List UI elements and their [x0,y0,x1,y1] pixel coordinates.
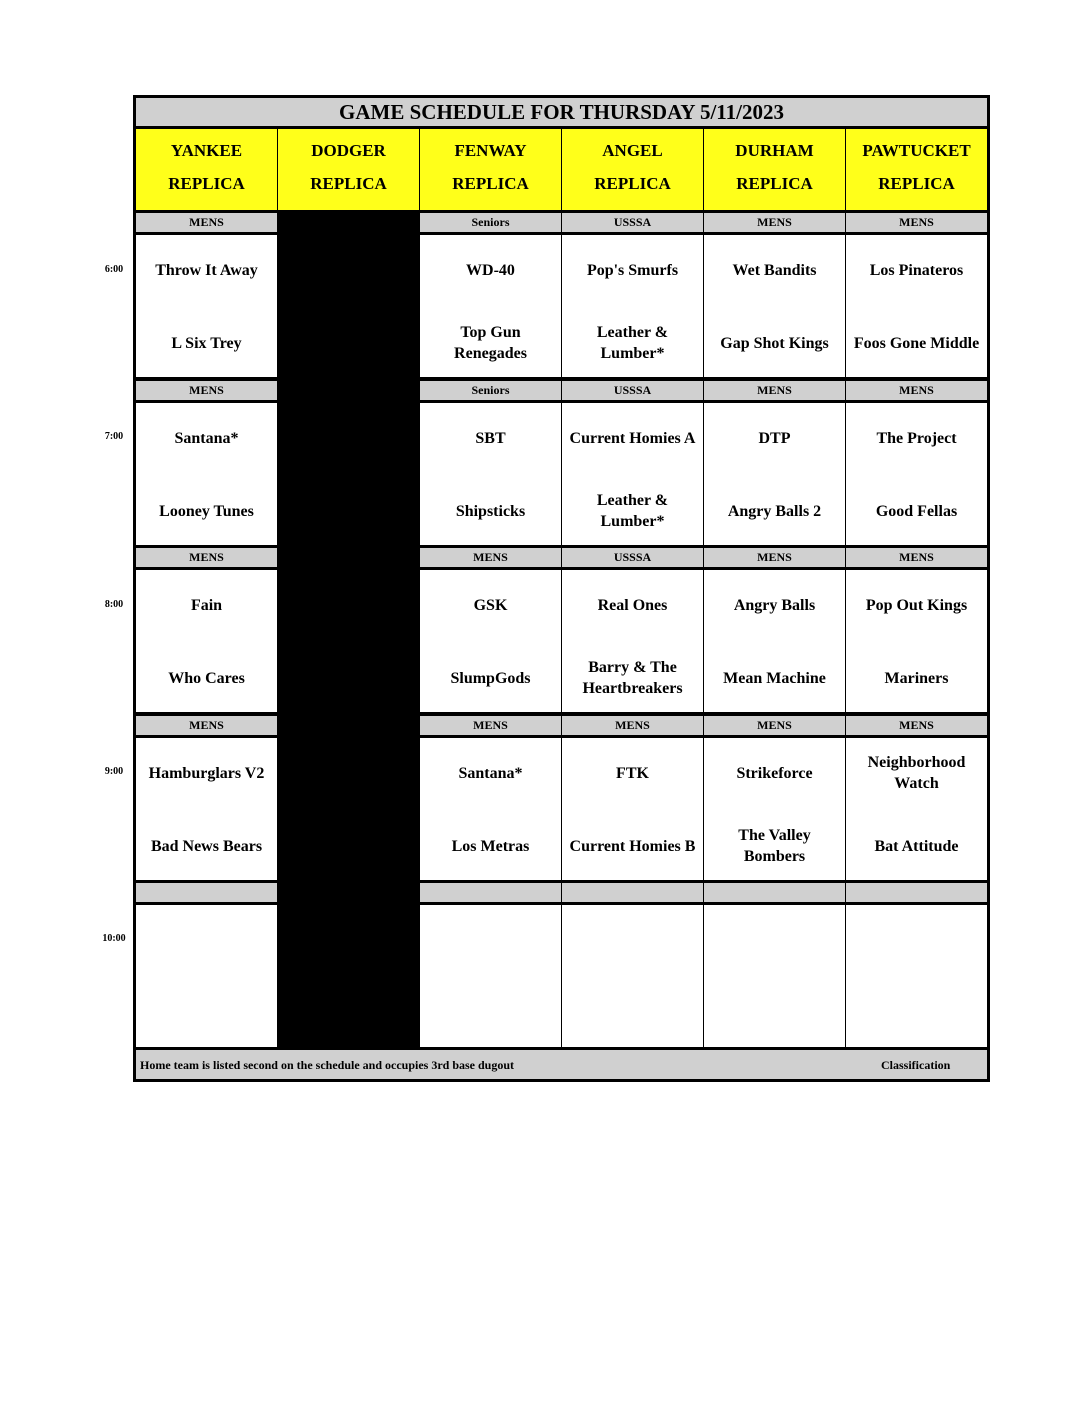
home-team [424,990,557,1036]
classification-label: Seniors [420,213,561,232]
field-name: DURHAM [735,141,814,160]
game-cell [136,235,277,377]
field-name: ANGEL [602,141,663,160]
game-cell [562,403,703,545]
game-cell [420,738,561,880]
home-team [140,990,273,1036]
home-team: Leather & Lumber* [596,324,669,362]
field-subtitle: REPLICA [452,174,529,193]
away-team: Current Homies A [569,429,696,447]
footer-note: Home team is listed second on the schedule and occupies 3rd base dugout [140,1058,515,1072]
away-team: Los Pinateros [869,261,964,279]
closed-field-block [278,883,419,1047]
closed-field-block [278,716,419,880]
game-cell [704,403,845,545]
field-name: FENWAY [454,141,527,160]
home-team: Mariners [884,669,949,687]
home-team: Good Fellas [875,502,958,520]
closed-field-block [278,381,419,545]
field-header-durham [704,129,845,210]
game-cell [704,905,845,1047]
away-team: Hamburglars V2 [148,764,265,782]
classification-label: MENS [704,381,845,400]
game-cell [420,403,561,545]
game-cell [136,403,277,545]
game-cell [136,905,277,1047]
classification-label [136,883,277,902]
classification-label [846,883,987,902]
footer-legend: Classification [881,1058,951,1072]
away-team: Pop Out Kings [865,596,968,614]
schedule-table [133,95,990,1082]
game-cell [846,570,987,712]
game-cell [420,235,561,377]
field-header-yankee [136,129,277,210]
classification-label: USSSA [562,213,703,232]
game-cell [846,235,987,377]
away-team: GSK [473,596,508,614]
game-cell [704,738,845,880]
game-cell [562,570,703,712]
away-team: Fain [190,596,223,614]
time-label: 10:00 [102,933,126,944]
away-team: FTK [616,764,649,782]
home-team: Bat Attitude [874,837,959,855]
home-team: Bad News Bears [150,837,263,855]
home-team: Gap Shot Kings [720,334,829,352]
game-cell [704,570,845,712]
away-team: The Project [876,429,957,447]
home-team: Los Metras [451,837,530,855]
away-team: Santana* [174,429,239,447]
away-team: Neighborhood Watch [867,754,966,792]
closed-field-block [278,548,419,712]
field-subtitle: REPLICA [736,174,813,193]
classification-label: MENS [136,213,277,232]
game-cell [562,235,703,377]
game-cell [136,738,277,880]
game-cell [846,905,987,1047]
away-team: SBT [475,429,506,447]
field-name: YANKEE [170,141,243,160]
classification-label: USSSA [562,381,703,400]
classification-label: MENS [136,716,277,735]
home-team: Barry & The Heartbreakers [582,659,683,697]
home-team: Top Gun Renegades [454,324,527,362]
classification-label [704,883,845,902]
away-team [424,919,557,961]
classification-label: MENS [420,548,561,567]
classification-label: MENS [846,716,987,735]
away-team: Santana* [458,764,523,782]
field-header-dodger [278,129,419,210]
home-team: Current Homies B [569,837,696,855]
classification-label: MENS [846,548,987,567]
away-team [850,919,983,961]
home-team: Who Cares [168,669,245,687]
home-team: Leather & Lumber* [596,492,669,530]
field-header-angel [562,129,703,210]
classification-label: MENS [704,213,845,232]
home-team: Mean Machine [723,669,826,687]
classification-label [420,883,561,902]
time-label: 6:00 [104,264,124,275]
time-label: 7:00 [104,431,124,442]
classification-label: MENS [846,381,987,400]
game-cell [420,905,561,1047]
home-team [708,990,841,1036]
game-cell [562,905,703,1047]
away-team: Strikeforce [736,764,813,782]
away-team: Throw It Away [155,261,258,279]
footer-bar [136,1050,987,1079]
field-subtitle: REPLICA [310,174,387,193]
classification-label: USSSA [562,548,703,567]
game-cell [136,570,277,712]
classification-label: Seniors [420,381,561,400]
home-team: L Six Trey [171,334,242,352]
game-cell [420,570,561,712]
away-team [566,919,699,961]
time-label: 8:00 [104,599,124,610]
home-team: Shipsticks [455,502,526,520]
away-team: Real Ones [597,596,668,614]
field-header-fenway [420,129,561,210]
time-label: 9:00 [104,766,124,777]
classification-label: MENS [136,381,277,400]
field-name: DODGER [311,141,386,160]
home-team [566,990,699,1036]
field-subtitle: REPLICA [594,174,671,193]
classification-label: MENS [704,716,845,735]
field-subtitle: REPLICA [878,174,955,193]
away-team: Wet Bandits [732,261,817,279]
away-team: Angry Balls [733,596,816,614]
home-team: Angry Balls 2 [727,502,822,520]
field-subtitle: REPLICA [168,174,245,193]
away-team [708,919,841,961]
field-header-pawtucket [846,129,987,210]
home-team: The Valley Bombers [738,827,811,865]
schedule-title: GAME SCHEDULE FOR THURSDAY 5/11/2023 [136,98,987,126]
game-cell [846,738,987,880]
home-team: Looney Tunes [159,502,254,520]
classification-label: MENS [136,548,277,567]
game-cell [562,738,703,880]
home-team: SlumpGods [450,669,531,687]
classification-label [562,883,703,902]
closed-field-block [278,213,419,377]
away-team [140,919,273,961]
away-team: WD-40 [466,261,515,279]
classification-label: MENS [420,716,561,735]
game-cell [704,235,845,377]
classification-label: MENS [562,716,703,735]
classification-label: MENS [846,213,987,232]
away-team: DTP [758,429,791,447]
game-cell [846,403,987,545]
classification-label: MENS [704,548,845,567]
home-team: Foos Gone Middle [853,334,980,352]
home-team [850,990,983,1036]
field-name: PAWTUCKET [862,141,971,160]
away-team: Pop's Smurfs [586,261,679,279]
